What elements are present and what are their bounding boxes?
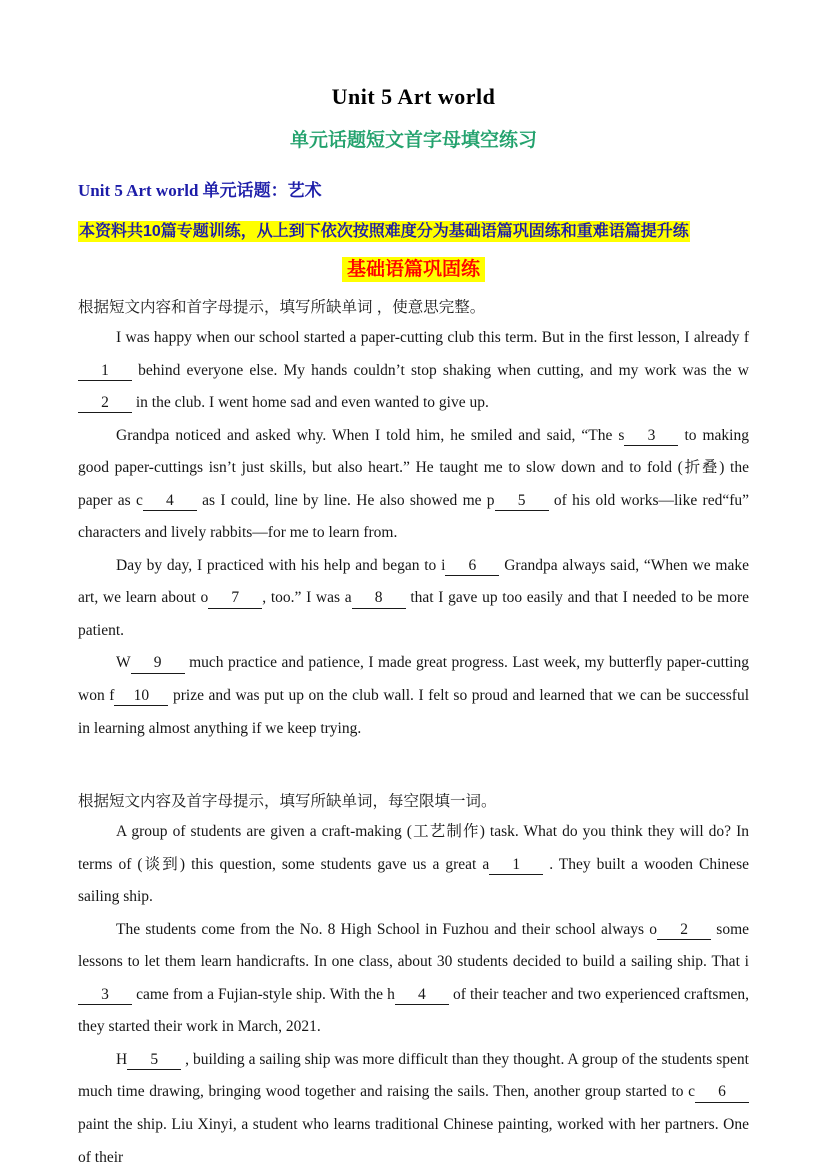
fill-blank-1: 1 bbox=[78, 361, 132, 381]
fill-blank-5: 5 bbox=[495, 491, 549, 511]
fill-blank-7: 7 bbox=[208, 588, 262, 608]
fill-blank-2: 2 bbox=[78, 393, 132, 413]
fill-blank-1: 1 bbox=[489, 855, 543, 875]
fill-blank-9: 9 bbox=[131, 653, 185, 673]
page-title: Unit 5 Art world bbox=[331, 84, 496, 109]
exercise1-paragraph-4: W 9 much practice and patience, I made great progress. Last week, my butterfly paper-cutting won f 10 prize and was put up on the club wall. I felt so proud and learned that we can be successful in learning almost anything if we keep trying. bbox=[78, 654, 749, 737]
notice-line bbox=[78, 218, 749, 241]
fill-blank-10: 10 bbox=[114, 686, 168, 706]
fill-blank-3: 3 bbox=[624, 426, 678, 446]
notice-text: 本资料共10篇专题训练，从上到下依次按照难度分为基础语篇巩固练和重难语篇提升练 bbox=[79, 223, 689, 240]
section-heading-text: 基础语篇巩固练 bbox=[342, 257, 485, 282]
fill-blank-2: 2 bbox=[657, 920, 711, 940]
exercise1-paragraph-1: I was happy when our school started a paper-cutting club this term. But in the first lesson, I already f1 behind everyone else. My hands couldn’t stop shaking when cutting, and my work was the w2 in the club. I went home sad and even wanted to give up. bbox=[78, 322, 749, 420]
exercise1-paragraph-2: Grandpa noticed and asked why. When I told him, he smiled and said, “The s 3 to making good paper-cuttings isn’t just skills, but also heart.” He taught me to slow down and to fold (折叠) the paper as c 4 as I could, line by line. He also showed me p 5 of his old works—like red“fu” characters and lively rabbits—for me to learn from. bbox=[78, 426, 750, 542]
exercise1-paragraph-3: Day by day, I practiced with his help and began to i 6 Grandpa always said, “When we make art, we learn about o 7 , too.” I was a 8 that I gave up too easily and that I needed to be more patient. bbox=[78, 556, 750, 639]
fill-blank-5: 5 bbox=[127, 1050, 181, 1070]
fill-blank-8: 8 bbox=[352, 588, 406, 608]
exercise1-instruction: 根据短文内容和首字母提示，填写所缺单词 ，使意思完整。 bbox=[78, 299, 486, 316]
exercise2-passage bbox=[78, 816, 749, 1174]
fill-blank-3: 3 bbox=[78, 985, 132, 1005]
fill-blank-4: 4 bbox=[395, 985, 449, 1005]
unit-topic-line: Unit 5 Art world 单元话题：艺术 bbox=[78, 181, 322, 200]
exercise2-paragraph-2: The students come from the No. 8 High School in Fuzhou and their school always o 2 some lessons to let them learn handicrafts. In one class, about 30 students decided to build a sailing ship. That i3 came from a Fujian-style ship. With the h 4 of their teacher and two experienced craftsmen, they started their work in March, 2021. bbox=[78, 920, 750, 1036]
section-heading bbox=[78, 254, 749, 281]
fill-blank-6: 6 bbox=[445, 556, 499, 576]
exercise2-paragraph-1: A group of students are given a craft-making (工艺制作) task. What do you think they will do? In terms of (谈到) this question, some students gave us a great a 1 . They built a wooden Chinese sailing ship. bbox=[78, 823, 749, 906]
exercise2-paragraph-3: H 5 , building a sailing ship was more difficult than they thought. A group of the students spent much time drawing, bringing wood together and raising the sails. Then, another group started to c 6 paint the ship. Liu Xinyi, a student who learns traditional Chinese painting, worked with her partners. One of their bbox=[78, 1050, 749, 1166]
fill-blank-4: 4 bbox=[143, 491, 197, 511]
exercise1-passage bbox=[78, 322, 749, 745]
fill-blank-6: 6 bbox=[695, 1082, 749, 1102]
page-subtitle: 单元话题短文首字母填空练习 bbox=[289, 130, 537, 151]
exercise2-instruction: 根据短文内容及首字母提示，填写所缺单词，每空限填一词。 bbox=[78, 793, 497, 811]
